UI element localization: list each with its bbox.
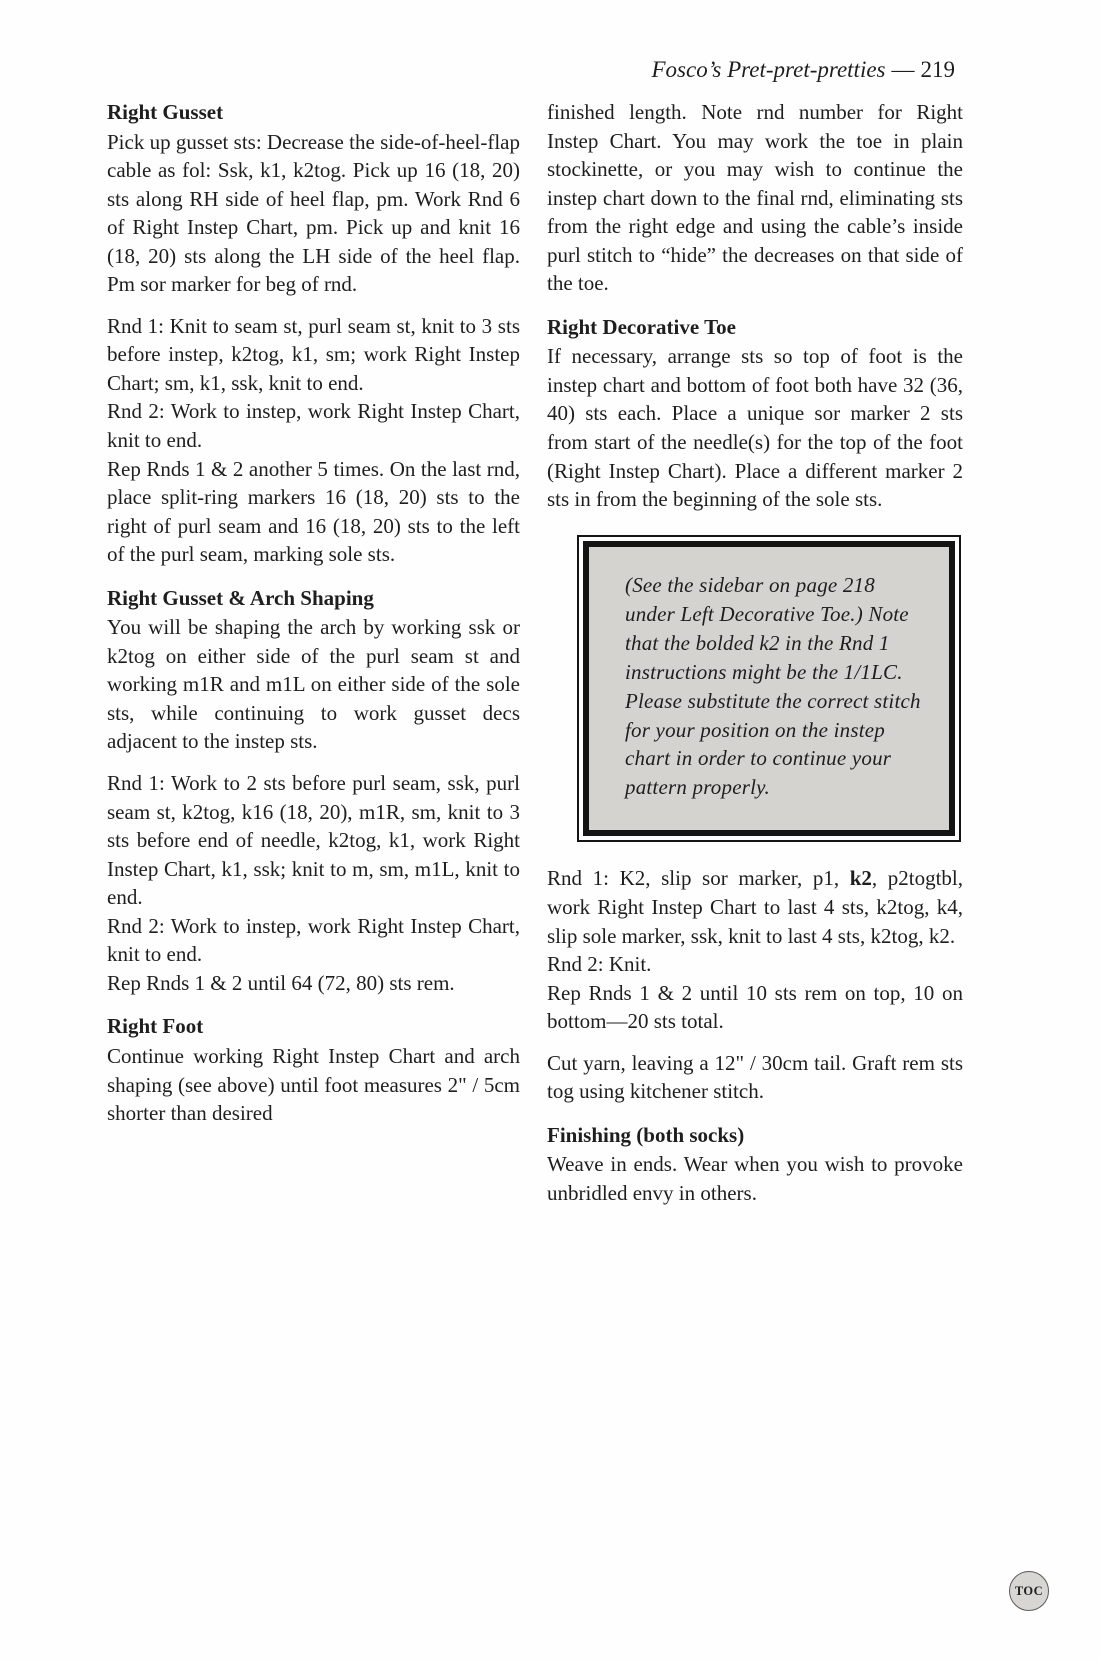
instruction-line-rnd1 [547, 864, 963, 950]
paragraph-right-foot: Continue working Right Instep Chart and arch shaping (see above) until foot measures 2" / 5cm shorter than desired [107, 1043, 520, 1126]
sidebar-note-inner [583, 541, 955, 837]
section-heading-arch-shaping: Right Gusset & Arch Shaping [107, 585, 374, 610]
instruction-block-arch [107, 769, 520, 997]
instruction-block-toe [547, 864, 963, 1035]
sidebar-note-text: (See the sidebar on page 218 under Left Decorative Toe.) Note that the bolded k2 in the Rnd 1 instructions might be the 1/1LC. Please substitute the correct stitch for your position on the instep chart in order to continue your pattern properly. [625, 572, 921, 800]
section-heading-right-gusset: Right Gusset [107, 100, 224, 124]
paragraph-right-foot-continued: finished length. Note rnd number for Right Instep Chart. You may work the toe in plain stockinette, or you may wish to continue the instep chart down to the final rnd, eliminating sts from the right edge and using the cable’s inside purl stitch to “hide” the decreases on that side of the toe. [547, 100, 963, 296]
rnd1-segment: , p2togtbl, work Right Instep Chart to last 4 sts, k2tog, k4, slip sole marker, ssk, knit to last 4 sts, k2tog, k2. [547, 866, 963, 948]
text-columns [107, 98, 963, 1220]
instruction-line-rep: Rep Rnds 1 & 2 another 5 times. On the last rnd, place split-ring markers 16 (18, 20) sts to the right of purl seam and 16 (18, 20) sts to the left of the purl seam, marking sole sts. [107, 456, 520, 567]
instruction-line-rnd2: Rnd 2: Knit. [547, 952, 652, 977]
section-heading-decorative-toe: Right Decorative Toe [547, 314, 736, 339]
sidebar-note-box [577, 535, 961, 843]
book-title: Fosco’s Pret-pret-pretties [651, 57, 886, 82]
paragraph-arch-shaping-intro: You will be shaping the arch by working ssk or k2tog on either side of the purl seam st and working m1R and m1L on either side of the sole sts, while continuing to work gusset decs adjacent to the instep sts. [107, 615, 520, 754]
section-heading-finishing: Finishing (both socks) [547, 1122, 745, 1147]
left-column [107, 98, 520, 1220]
paragraph-right-gusset-intro: Pick up gusset sts: Decrease the side-of-heel-flap cable as fol: Ssk, k1, k2tog. Pick up 16 (18, 20) sts along RH side of heel flap, pm. Work Rnd 6 of Right Instep Chart, pm. Pick up and knit 16 (18, 20) sts along the LH side of the heel flap. Pm sor marker for beg of rnd. [107, 129, 520, 297]
page-number: 219 [920, 57, 955, 82]
running-header [652, 57, 956, 83]
instruction-line-rnd1: Rnd 1: Knit to seam st, purl seam st, knit to 3 sts before instep, k2tog, k1, sm; work Right Instep Chart; sm, k1, ssk, knit to end. [107, 313, 520, 395]
header-separator: — [891, 57, 915, 82]
paragraph-cut-yarn: Cut yarn, leaving a 12" / 30cm tail. Graft rem sts tog using kitchener stitch. [547, 1050, 963, 1104]
rnd1-bold-k2: k2 [849, 866, 872, 891]
instruction-line-rep: Rep Rnds 1 & 2 until 10 sts rem on top, 10 on bottom—20 sts total. [547, 980, 963, 1034]
right-column [547, 98, 963, 1220]
section-heading-right-foot: Right Foot [107, 1014, 204, 1039]
instruction-line-rnd2: Rnd 2: Work to instep, work Right Instep Chart, knit to end. [107, 913, 520, 967]
toc-button[interactable]: TOC [1009, 1571, 1049, 1611]
paragraph-decorative-toe-intro: If necessary, arrange sts so top of foot is the instep chart and bottom of foot both have 32 (36, 40) sts each. Place a unique sor marker 2 sts from start of the needle(s) for the top of the foot (Right Instep Chart). Place a different marker 2 sts in from the beginning of the sole sts. [547, 344, 963, 512]
instruction-block-gusset [107, 312, 520, 569]
rnd1-segment: Rnd 1: K2, slip sor marker, p1, [547, 866, 850, 891]
instruction-line-rnd2: Rnd 2: Work to instep, work Right Instep Chart, knit to end. [107, 399, 520, 453]
instruction-line-rep: Rep Rnds 1 & 2 until 64 (72, 80) sts rem. [107, 970, 455, 995]
instruction-line-rnd1: Rnd 1: Work to 2 sts before purl seam, ssk, purl seam st, k2tog, k16 (18, 20), m1R, sm, knit to 3 sts before end of needle, k2tog, k1, work Right Instep Chart, k1, ssk; knit to m, sm, m1L, knit to end. [107, 771, 520, 910]
paragraph-finishing: Weave in ends. Wear when you wish to provoke unbridled envy in others. [547, 1152, 963, 1205]
